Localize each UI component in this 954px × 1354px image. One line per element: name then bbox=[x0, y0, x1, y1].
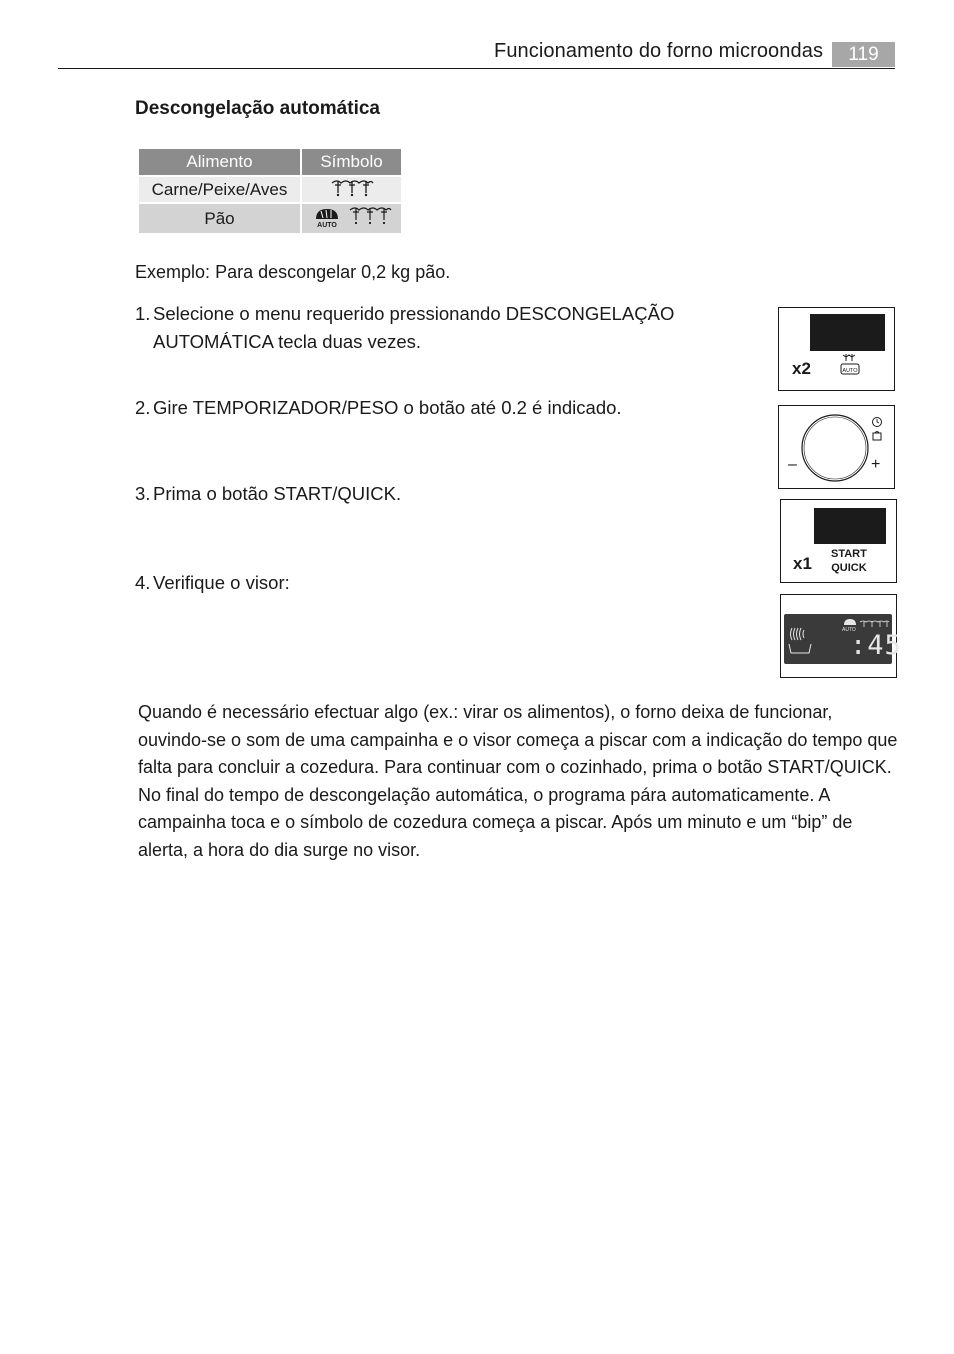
quick-label: QUICK bbox=[831, 562, 867, 574]
table-cell-food: Carne/Peixe/Aves bbox=[139, 177, 300, 202]
figure-start-button bbox=[780, 499, 897, 583]
auto-label: AUTO bbox=[316, 222, 337, 228]
minus-label: – bbox=[788, 456, 797, 473]
header-title: Funcionamento do forno microondas bbox=[494, 40, 824, 62]
table-cell-food: Pão bbox=[139, 204, 300, 233]
defrost-icon bbox=[302, 177, 401, 202]
press-count-label: x1 bbox=[793, 554, 812, 573]
time-readout: :45 bbox=[850, 630, 902, 661]
page-number: 119 bbox=[832, 42, 895, 67]
step-number: 2. bbox=[135, 397, 151, 418]
figure-display-readout bbox=[780, 594, 902, 678]
step-text: Prima o botão START/QUICK. bbox=[153, 483, 402, 504]
step-4 bbox=[135, 569, 290, 597]
step-text-continued: AUTOMÁTICA tecla duas vezes. bbox=[153, 331, 422, 352]
step-number: 3. bbox=[135, 483, 151, 504]
press-count-label: x2 bbox=[792, 359, 811, 378]
step-text: Gire TEMPORIZADOR/PESO o botão até 0.2 é indicado. bbox=[153, 397, 622, 418]
table-header-row bbox=[139, 149, 401, 175]
step-3 bbox=[135, 480, 401, 508]
food-symbol-table bbox=[137, 147, 403, 235]
bread-auto-defrost-icon bbox=[302, 204, 401, 233]
start-label: START bbox=[831, 548, 867, 560]
figure-timer-knob bbox=[778, 405, 895, 489]
auto-label: AUTO bbox=[842, 627, 856, 633]
table-row bbox=[139, 204, 401, 233]
knob-icon bbox=[779, 406, 894, 488]
example-label: Exemplo: bbox=[135, 262, 211, 282]
display-screen bbox=[814, 508, 886, 544]
step-text: Selecione o menu requerido pressionando DESCONGELAÇÃO bbox=[153, 303, 675, 324]
body-paragraph: Quando é necessário efectuar algo (ex.: virar os alimentos), o forno deixa de funcionar, ouvindo-se o som de uma campainha e o visor começa a piscar com a indicação do tempo que falta para concluir a cozedura. Para continuar com o cozinhado, prima o botão START/QUICK. No final do tempo de descongelação automática, o programa pára automaticamente. A campainha toca e o símbolo de cozedura começa a piscar. Após um minuto e um “bip” de alerta, a hora do dia surge no visor. bbox=[138, 702, 898, 860]
figure-defrost-button bbox=[778, 307, 895, 391]
lcd-display bbox=[784, 614, 902, 664]
auto-label: AUTO bbox=[842, 368, 858, 374]
table-header-food: Alimento bbox=[139, 149, 300, 175]
step-text: Verifique o visor: bbox=[153, 572, 290, 593]
table-row bbox=[139, 177, 401, 202]
section-title: Descongelação automática bbox=[135, 98, 380, 119]
header-rule bbox=[58, 68, 895, 69]
example-text: Para descongelar 0,2 kg pão. bbox=[215, 262, 451, 282]
step-number: 1. bbox=[135, 303, 151, 324]
auto-defrost-button-icon bbox=[839, 352, 861, 381]
display-screen bbox=[810, 314, 885, 351]
table-header-symbol: Símbolo bbox=[302, 149, 401, 175]
plus-label: + bbox=[871, 456, 881, 473]
step-2 bbox=[135, 394, 622, 422]
start-quick-button-label bbox=[831, 547, 867, 575]
step-1 bbox=[135, 300, 674, 356]
example-line bbox=[135, 262, 450, 283]
step-number: 4. bbox=[135, 572, 151, 593]
